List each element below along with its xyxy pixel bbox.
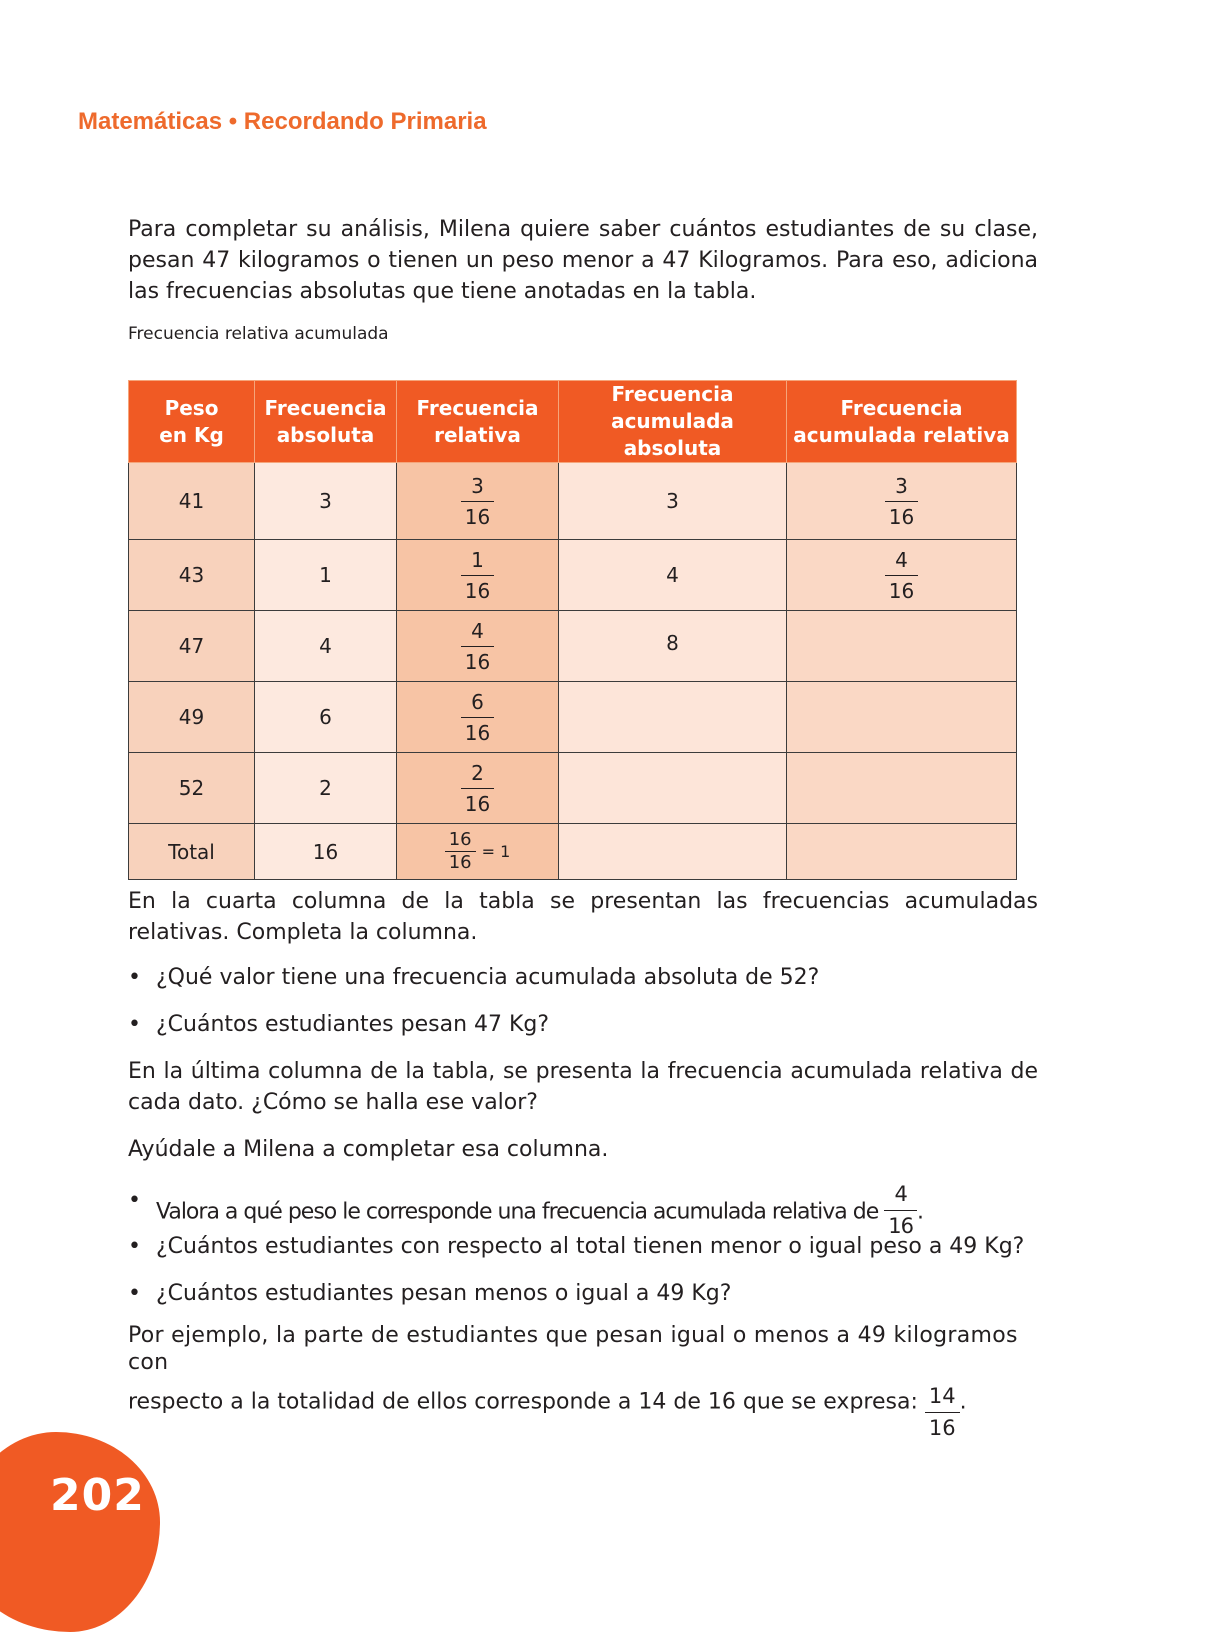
cell-relativa: $\frac{2}{16}$ bbox=[397, 753, 559, 824]
bullet-dot: • bbox=[128, 965, 141, 990]
bullet-dot: • bbox=[128, 1012, 141, 1037]
intro-paragraph: Para completar su análisis, Milena quiere saber cuántos estudiantes de su clase, pesan 47 kilogramos o tienen un peso menor a 47 Kilogramos. Para eso, adiciona las frecuencias absolutas que tiene anotadas en la tabla. bbox=[128, 217, 1038, 304]
cell-peso: 41 bbox=[129, 463, 255, 540]
list-item-text: ¿Qué valor tiene una frecuencia acumulada absoluta de 52? bbox=[156, 965, 820, 990]
cell-acumulada-relativa bbox=[787, 682, 1017, 753]
cell-total-relativa: $\frac{16}{16}$ = 1 bbox=[397, 824, 559, 880]
header-peso: Peso en Kg bbox=[129, 381, 255, 463]
list-item-text: ¿Cuántos estudiantes pesan menos o igual a 49 Kg? bbox=[156, 1281, 732, 1306]
list-item-text: Valora a qué peso le corresponde una frecuencia acumulada relativa de $\frac{4}{16}$ . bbox=[156, 1182, 924, 1238]
header-acumulada-absoluta: Frecuencia acumulada absoluta bbox=[559, 381, 787, 463]
cell-acumulada-relativa: $\frac{4}{16}$ bbox=[787, 540, 1017, 611]
cell-total-label: Total bbox=[129, 824, 255, 880]
cell-absoluta: 1 bbox=[255, 540, 397, 611]
header-frecuencia-absoluta: Frecuencia absoluta bbox=[255, 381, 397, 463]
cell-acumulada-absoluta bbox=[559, 682, 787, 753]
table-row bbox=[129, 463, 1017, 540]
paragraph-ultima-columna: En la última columna de la tabla, se presenta la frecuencia acumulada relativa de cada dato. ¿Cómo se halla ese valor? bbox=[128, 1059, 1038, 1115]
cell-acumulada-absoluta: 4 bbox=[559, 540, 787, 611]
cell-relativa: $\frac{3}{16}$ bbox=[397, 463, 559, 540]
cell-acumulada-absoluta: 8 bbox=[559, 611, 787, 682]
cell-peso: 49 bbox=[129, 682, 255, 753]
bullet-dot: • bbox=[128, 1188, 141, 1213]
table-header-row bbox=[129, 381, 1017, 463]
table-row bbox=[129, 611, 1017, 682]
table-caption: Frecuencia relativa acumulada bbox=[128, 324, 389, 344]
cell-total-absoluta: 16 bbox=[255, 824, 397, 880]
cell-acumulada-absoluta bbox=[559, 753, 787, 824]
cell-relativa: $\frac{4}{16}$ bbox=[397, 611, 559, 682]
page-number-badge bbox=[0, 1432, 160, 1632]
paragraph-cuarta-columna: En la cuarta columna de la tabla se presentan las frecuencias acumuladas relativas. Completa la columna. bbox=[128, 889, 1038, 945]
frequency-table bbox=[128, 380, 1017, 880]
cell-acumulada-absoluta: 3 bbox=[559, 463, 787, 540]
header-frecuencia-relativa: Frecuencia relativa bbox=[397, 381, 559, 463]
example-line-2: respecto a la totalidad de ellos corresponde a 14 de 16 que se expresa: $\frac{14}{16}$ . bbox=[128, 1384, 967, 1440]
paragraph-ejemplo bbox=[128, 1322, 1038, 1440]
list-item-text: ¿Cuántos estudiantes con respecto al total tienen menor o igual peso a 49 Kg? bbox=[156, 1234, 1025, 1259]
cell-peso: 43 bbox=[129, 540, 255, 611]
list-item-text: ¿Cuántos estudiantes pesan 47 Kg? bbox=[156, 1012, 550, 1037]
table-row bbox=[129, 682, 1017, 753]
cell-acumulada-relativa bbox=[787, 611, 1017, 682]
page-header: Matemáticas • Recordando Primaria bbox=[78, 108, 487, 135]
cell-absoluta: 6 bbox=[255, 682, 397, 753]
cell-acumulada-absoluta bbox=[559, 824, 787, 880]
cell-absoluta: 4 bbox=[255, 611, 397, 682]
cell-relativa: $\frac{6}{16}$ bbox=[397, 682, 559, 753]
bullet-dot: • bbox=[128, 1234, 141, 1259]
example-line-1: Por ejemplo, la parte de estudiantes que pesan igual o menos a 49 kilogramos con bbox=[128, 1323, 1018, 1375]
cell-acumulada-relativa bbox=[787, 753, 1017, 824]
cell-peso: 52 bbox=[129, 753, 255, 824]
table-total-row bbox=[129, 824, 1017, 880]
cell-acumulada-relativa bbox=[787, 824, 1017, 880]
bullet-dot: • bbox=[128, 1281, 141, 1306]
cell-acumulada-relativa: $\frac{3}{16}$ bbox=[787, 463, 1017, 540]
cell-relativa: $\frac{1}{16}$ bbox=[397, 540, 559, 611]
page-number: 202 bbox=[50, 1470, 145, 1521]
cell-absoluta: 2 bbox=[255, 753, 397, 824]
paragraph-ayudale: Ayúdale a Milena a completar esa columna. bbox=[128, 1137, 609, 1162]
cell-peso: 47 bbox=[129, 611, 255, 682]
table-row bbox=[129, 753, 1017, 824]
cell-absoluta: 3 bbox=[255, 463, 397, 540]
table-row bbox=[129, 540, 1017, 611]
header-acumulada-relativa: Frecuencia acumulada relativa bbox=[787, 381, 1017, 463]
